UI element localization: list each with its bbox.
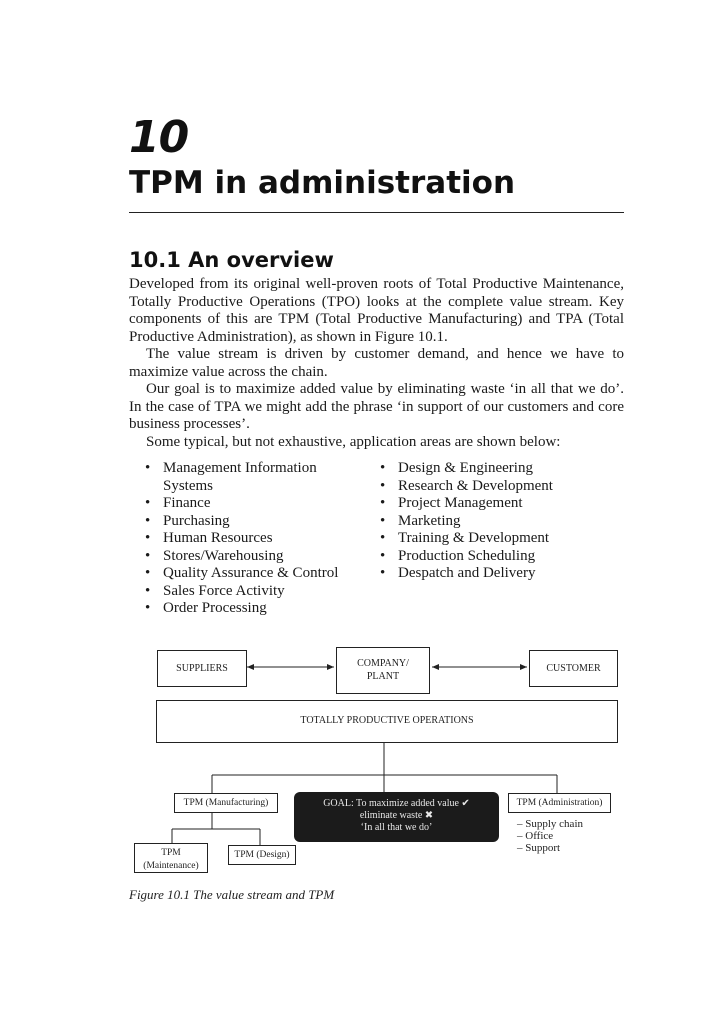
list-item: • Stores/Warehousing (145, 548, 365, 566)
list-item: • Marketing (380, 513, 610, 531)
list-item: – Supply chain (517, 818, 583, 830)
list-item: • Order Processing (145, 600, 365, 618)
paragraph: Developed from its original well-proven roots of Total Productive Maintenance, Totally Productive Operations (TPO) looks at the complete value stream. Key components of this are TPM (Total Productive Manufacturing) and TPA (Total Productive Administration), as shown in Figure 10.1. (129, 276, 624, 345)
goal-line: eliminate waste ✖ (359, 810, 434, 821)
list-item: • Despatch and Delivery (380, 565, 610, 583)
paragraph: Our goal is to maximize added value by eliminating waste ‘in all that we do’. In the case of TPA we might add the phrase ‘in support of our customers and core business processes’. (129, 381, 624, 432)
tpm-manufacturing-box (174, 793, 278, 813)
list-item: • Quality Assurance & Control (145, 565, 365, 583)
company-label: COMPANY/ (357, 658, 409, 669)
tpm-administration-label: TPM (Administration) (516, 798, 603, 808)
paragraph: The value stream is driven by customer demand, and hence we have to maximize value across the chain. (129, 346, 624, 380)
chapter-number: 10 (129, 112, 189, 163)
list-item: • Production Scheduling (380, 548, 610, 566)
tpm-administration-box (508, 793, 611, 813)
list-item: • Sales Force Activity (145, 583, 365, 601)
list-item: • Human Resources (145, 530, 365, 548)
list-item: • Purchasing (145, 513, 365, 531)
suppliers-box (157, 650, 247, 687)
list-item: • Finance (145, 495, 365, 513)
customer-label: CUSTOMER (546, 663, 601, 674)
list-item: • Training & Development (380, 530, 610, 548)
tpm-design-box (228, 845, 296, 865)
goal-line: GOAL: To maximize added value ✔ (323, 798, 470, 809)
list-item: • Research & Development (380, 478, 610, 496)
goal-box (294, 792, 499, 842)
goal-line: ‘In all that we do’ (360, 822, 433, 833)
company-plant-box (336, 647, 430, 694)
list-item: • Management Information Systems (145, 460, 365, 495)
list-item: – Support (517, 842, 583, 854)
customer-box (529, 650, 618, 687)
tpo-label: TOTALLY PRODUCTIVE OPERATIONS (300, 715, 474, 726)
suppliers-label: SUPPLIERS (176, 663, 228, 674)
chapter-title: TPM in administration (129, 165, 516, 201)
tpm-maintenance-label: TPM (161, 848, 181, 858)
tpm-design-label: TPM (Design) (234, 850, 290, 860)
tpm-maintenance-box (134, 843, 208, 873)
tpo-box (156, 700, 618, 743)
tpm-maintenance-sublabel: (Maintenance) (143, 861, 199, 871)
list-item: • Project Management (380, 495, 610, 513)
list-item: • Design & Engineering (380, 460, 610, 478)
section-heading: 10.1 An overview (129, 248, 334, 272)
administration-list (517, 818, 583, 854)
paragraph: Some typical, but not exhaustive, application areas are shown below: (146, 433, 561, 450)
figure-caption: Figure 10.1 The value stream and TPM (129, 887, 335, 902)
tpm-manufacturing-label: TPM (Manufacturing) (183, 798, 269, 808)
plant-label: PLANT (366, 671, 400, 682)
list-item: – Office (517, 830, 583, 842)
